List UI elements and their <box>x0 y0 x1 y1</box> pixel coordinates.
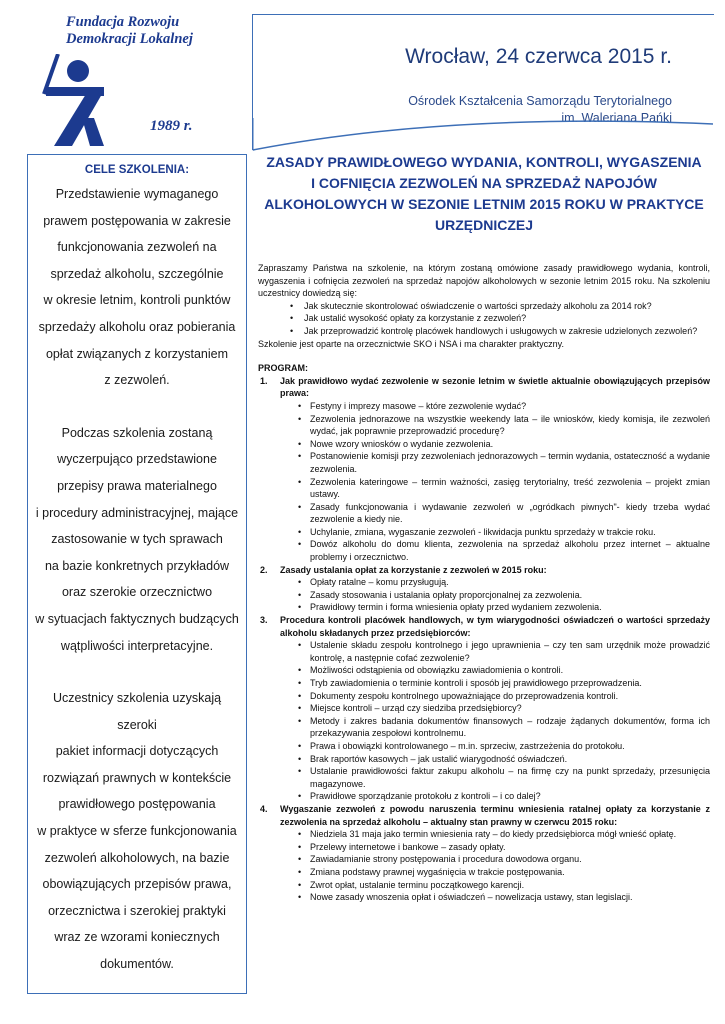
list-item: • Zasady funkcjonowania i wydawanie zezwoleń w „ogródkach piwnych"- kiedy trzeba wydać zezwolenie a kiedy nie. <box>298 501 710 526</box>
goal-line: rozwiązań prawnych w kontekście <box>42 770 232 785</box>
goal-line: w okresie letnim, kontroli punktów <box>43 293 231 308</box>
list-item: • Miejsce kontroli – urząd czy siedziba przedsiębiorcy? <box>298 702 710 715</box>
goal-line: i procedury administracyjnej, mające <box>35 505 239 520</box>
letter-date: Wrocław, 24 czerwca 2015 r. <box>405 45 672 68</box>
goal-line: wraz ze wzorami koniecznych <box>54 930 220 945</box>
foundation-logo <box>40 14 250 144</box>
list-item: • Opłaty ratalne – komu przysługują. <box>298 576 710 589</box>
list-item: • Prawidłowy termin i forma wniesienia opłaty przed wydaniem zezwolenia. <box>298 601 710 614</box>
program-section <box>258 362 710 904</box>
goal-line: w sytuacjach faktycznych budzących <box>35 611 239 626</box>
list-item: • Postanowienie komisji przy zezwoleniach jednorazowych – termin wydania, ostateczność a wydanie zezwolenia. <box>298 450 710 475</box>
goal-line: wątpliwości interpretacyjne. <box>60 638 214 653</box>
goal-line: przepisy prawa materialnego <box>57 478 217 493</box>
list-item: • Niedziela 31 maja jako termin wniesienia raty – do kiedy przedsiębiorca mógł wnieść opłatę. <box>298 828 710 841</box>
list-item: • Możliwości odstąpienia od obowiązku zawiadomienia o kontroli. <box>298 664 710 677</box>
institution-line2: im. Waleriana Pańki <box>561 111 672 125</box>
goals-heading: CELE SZKOLENIA: <box>84 164 190 176</box>
intro-point: • Jak skutecznie skontrolować oświadczenie o wartości sprzedaży alkoholu za 2014 rok? <box>290 300 710 313</box>
title-line: I COFNIĘCIA ZEZWOLEŃ NA SPRZEDAŻ NAPOJÓW <box>311 175 657 191</box>
section-items <box>298 639 710 803</box>
main-content <box>258 152 710 904</box>
list-item: • Uchylanie, zmiana, wygaszanie zezwoleń - likwidacja punktu sprzedaży w trakcie roku. <box>298 526 710 539</box>
logo-year: 1989 r. <box>150 118 193 134</box>
section-title: Zasady ustalania opłat za korzystanie z zezwoleń w 2015 roku: <box>280 564 547 575</box>
institution-line1: Ośrodek Kształcenia Samorządu Terytorialnego <box>408 94 672 108</box>
list-item: • Nowe wzory wniosków o wydanie zezwolenia. <box>298 438 710 451</box>
goal-line: z zezwoleń. <box>104 373 170 388</box>
training-basis: Szkolenie jest oparte na orzecznictwie SKO i NSA i ma charakter praktyczny. <box>258 338 564 349</box>
list-item: • Brak raportów kasowych – jak ustalić wiarygodność oświadczeń. <box>298 753 710 766</box>
program-section-1 <box>258 375 710 564</box>
training-goals-sidebar <box>27 154 247 994</box>
list-item: • Zwrot opłat, ustalanie terminu początkowego karencji. <box>298 879 710 892</box>
title-line: ALKOHOLOWYCH W SEZONIE LETNIM 2015 ROKU W PRAKTYCE <box>264 196 704 212</box>
goal-line: zezwoleń alkoholowych, na bazie <box>44 850 230 865</box>
goal-line: zastosowanie w tych sprawach <box>51 532 223 547</box>
list-item: • Zmiana podstawy prawnej wygaśnięcia w trakcie postępowania. <box>298 866 710 879</box>
section-number: 4. <box>260 803 268 814</box>
goal-line: funkcjonowania zezwoleń na <box>57 240 217 255</box>
logo-name-line1: Fundacja Rozwoju <box>66 14 180 30</box>
title-line: URZĘDNICZEJ <box>434 217 533 233</box>
goal-line: Uczestnicy szkolenia uzyskają szeroki <box>52 691 222 732</box>
goal-line: w praktyce w sferze funkcjonowania <box>37 824 237 839</box>
training-title <box>258 152 710 236</box>
section-items <box>298 400 710 564</box>
goal-line: sprzedaży alkoholu oraz pobierania <box>38 319 236 334</box>
intro-point: • Jak przeprowadzić kontrolę placówek handlowych i usługowych w zakresie udzielonych zezwoleń? <box>290 325 710 338</box>
intro-section <box>258 262 710 350</box>
goal-line: pakiet informacji dotyczących <box>55 744 219 759</box>
goal-line: orzecznictwa i szerokiej praktyki <box>48 903 226 918</box>
section-title: Jak prawidłowo wydać zezwolenie w sezonie letnim w świetle aktualnie obowiązujących przepisów prawa: <box>280 375 710 399</box>
logo-name <box>66 14 193 48</box>
goal-line: dokumentów. <box>100 957 174 972</box>
list-item: • Zezwolenia jednorazowe na wszystkie weekendy lata – ile wniosków, kiedy komisja, ile zezwoleń wydać, jak poprawnie przeprowadzić procedurę? <box>298 413 710 438</box>
list-item: • Prawidłowe sporządzanie protokołu z kontroli – i co dalej? <box>298 790 710 803</box>
list-item: • Ustalanie prawidłowości faktur zakupu alkoholu – na firmę czy na punkt sprzedaży, przesunięcia magazynowe. <box>298 765 710 790</box>
program-section-4 <box>258 803 710 904</box>
section-items <box>298 828 710 904</box>
list-item: • Festyny i imprezy masowe – które zezwolenie wydać? <box>298 400 710 413</box>
list-item: • Metody i zakres badania dokumentów finansowych – rodzaje żądanych dokumentów, forma ich przekazywania zespołowi kontrolnemu. <box>298 715 710 740</box>
goal-line: na bazie konkretnych przykładów <box>44 558 230 573</box>
title-line: ZASADY PRAWIDŁOWEGO WYDANIA, KONTROLI, WYGASZENIA <box>266 154 702 170</box>
list-item: • Zezwolenia kateringowe – termin ważności, zasięg terytorialny, treść zezwolenia – projekt zmian ustawy. <box>298 476 710 501</box>
logo-name-line2: Demokracji Lokalnej <box>66 31 193 47</box>
goal-line: Przedstawienie wymaganego <box>55 187 219 201</box>
list-item: • Przelewy internetowe i bankowe – zasady opłaty. <box>298 841 710 854</box>
list-item: • Ustalenie składu zespołu kontrolnego i jego uprawnienia – czy ten sam urzędnik może prowadzić kontrolę, a następnie cofać zezwolenie? <box>298 639 710 664</box>
section-number: 3. <box>260 615 268 626</box>
section-title: Procedura kontroli placówek handlowych, w tym wiarygodności oświadczeń o wartości sprzedaży alkoholu składanych przez przedsiębiorców: <box>280 615 710 638</box>
goal-line: oraz szerokie orzecznictwo <box>61 585 213 600</box>
intro-point: • Jak ustalić wysokość opłaty za korzystanie z zezwoleń? <box>290 312 710 325</box>
goals-paragraph-1 <box>32 181 242 394</box>
list-item: • Zasady stosowania i ustalania opłaty proporcjonalnej za zezwolenia. <box>298 589 710 602</box>
list-item: • Zawiadamianie strony postępowania i procedura dowodowa organu. <box>298 853 710 866</box>
section-title: Wygaszanie zezwoleń z powodu naruszenia terminu wniesienia ratalnej opłaty za korzystanie z zezwolenia na sprzedaż alkoholu – aktualny stan prawny w czerwcu 2015 roku: <box>280 803 710 827</box>
goal-line: Podczas szkolenia zostaną <box>61 425 213 440</box>
goals-paragraph-2 <box>32 420 242 659</box>
list-item: • Prawa i obowiązki kontrolowanego – m.in. sprzeciw, zastrzeżenia do protokołu. <box>298 740 710 753</box>
section-items <box>298 576 710 614</box>
list-item: • Dowóz alkoholu do domu klienta, zezwolenia na sprzedaż alkoholu przez internet – aktualne problemy i orzecznictwo. <box>298 538 710 563</box>
intro-points <box>290 300 710 338</box>
goal-line: obowiązujących przepisów prawa, <box>42 877 232 892</box>
goals-paragraph-3 <box>32 685 242 978</box>
goal-line: opłat związanych z korzystaniem <box>45 346 229 361</box>
person-figure-icon <box>42 54 112 146</box>
program-heading: PROGRAM: <box>258 363 308 374</box>
goal-line: wyczerpująco przedstawione <box>57 452 217 467</box>
section-number: 2. <box>260 564 268 575</box>
list-item: • Dokumenty zespołu kontrolnego upoważniające do przeprowadzenia kontroli. <box>298 690 710 703</box>
goal-line: prawidłowego postępowania <box>58 797 216 812</box>
program-section-2 <box>258 564 710 614</box>
goal-line: sprzedaż alkoholu, szczególnie <box>50 266 224 281</box>
goal-line: prawem postępowania w zakresie <box>43 213 231 228</box>
list-item: • Tryb zawiadomienia o terminie kontroli i sposób jej prawidłowego przeprowadzenia. <box>298 677 710 690</box>
list-item: • Nowe zasady wnoszenia opłat i oświadczeń – nowelizacja ustawy, stan legislacji. <box>298 891 710 904</box>
intro-text: Zapraszamy Państwa na szkolenie, na którym zostaną omówione zasady prawidłowego wydania, kontroli, wygaszenia i cofnięcia zezwoleń na sprzedaż napojów alkoholowych w sezonie letnim 2015 roku. Na szkoleniu uczestnicy dowiedzą się: <box>258 263 710 299</box>
program-section-3 <box>258 614 710 803</box>
section-number: 1. <box>260 375 268 386</box>
